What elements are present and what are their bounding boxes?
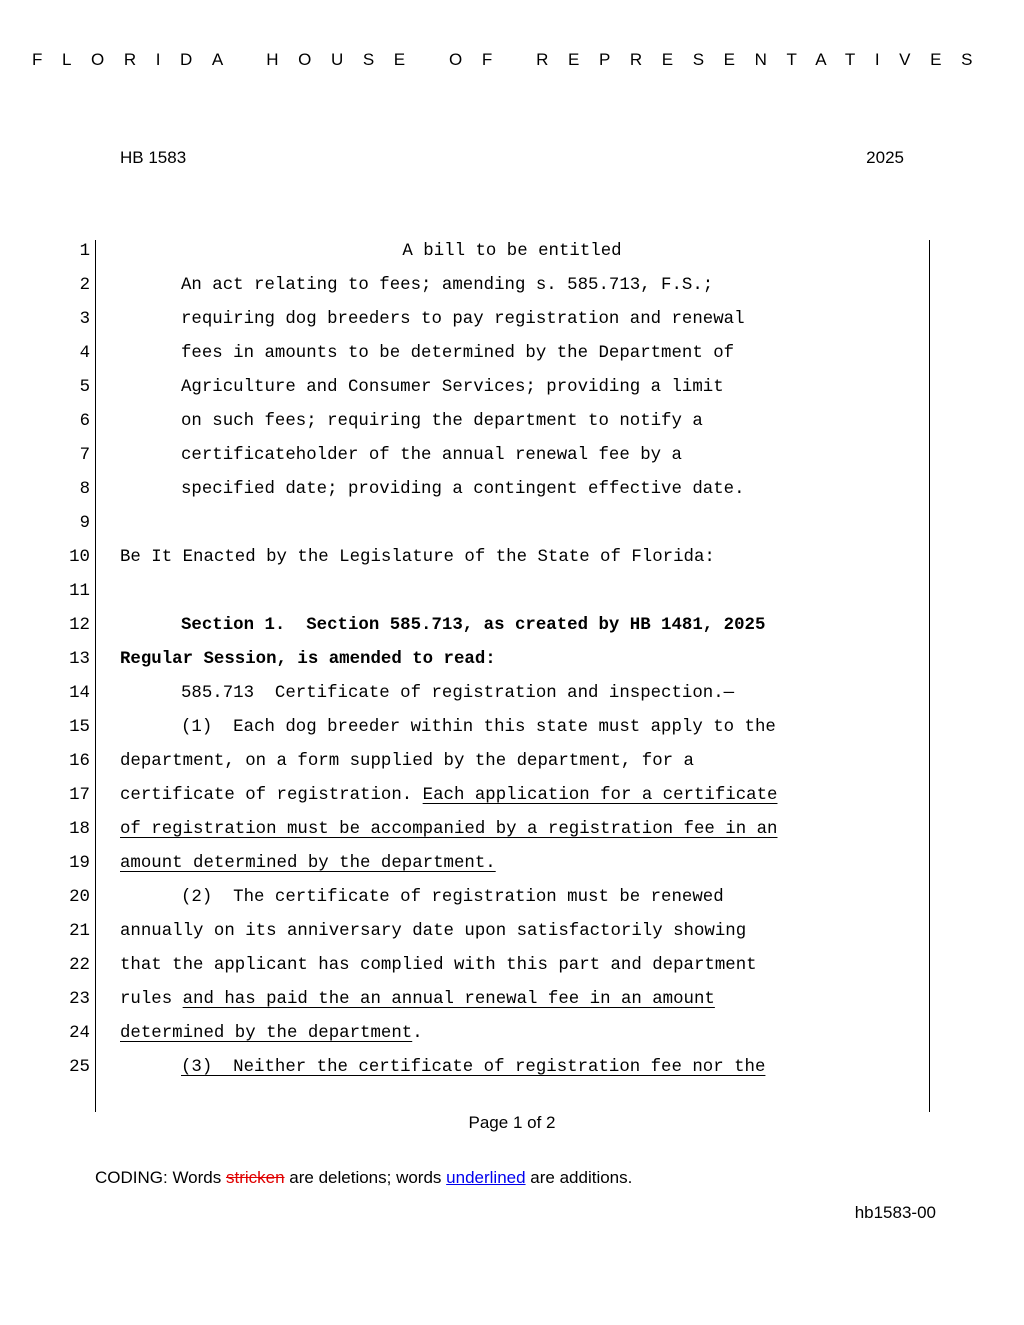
bill-line: [0, 648, 1024, 682]
bill-line: [0, 580, 1024, 614]
chamber-header: FLORIDA HOUSE OF REPRESENTATIVES: [31, 50, 993, 69]
line-number: 5: [79, 378, 90, 397]
text-segment: Regular Session, is amended to read:: [120, 650, 496, 669]
line-text: [120, 546, 715, 570]
line-text: [181, 716, 776, 740]
bill-line: [0, 512, 1024, 546]
line-number: 12: [69, 616, 90, 635]
bill-line: [0, 478, 1024, 512]
bill-line: [0, 410, 1024, 444]
bill-line: [0, 546, 1024, 580]
text-segment: specified date; providing a contingent effective date.: [181, 480, 745, 499]
added-text: determined by the department: [120, 1024, 413, 1043]
bill-line: [0, 1022, 1024, 1056]
line-number: 15: [69, 718, 90, 737]
line-number: 4: [79, 344, 90, 363]
line-number: 17: [69, 786, 90, 805]
text-segment: department, on a form supplied by the department, for a: [120, 752, 694, 771]
text-segment: .: [412, 1024, 423, 1043]
line-number: 23: [69, 990, 90, 1009]
bill-line: [0, 818, 1024, 852]
line-number: 9: [79, 514, 90, 533]
line-number: 19: [69, 854, 90, 873]
line-number: 10: [69, 548, 90, 567]
line-text: [181, 342, 734, 366]
line-number: 6: [79, 412, 90, 431]
line-text: [181, 376, 724, 400]
line-number: 24: [69, 1024, 90, 1043]
line-number: 13: [69, 650, 90, 669]
line-text: [181, 444, 682, 468]
document-id: hb1583-00: [854, 1203, 936, 1222]
line-number: 3: [79, 310, 90, 329]
added-text: and has paid the an annual renewal fee in an amount: [182, 990, 715, 1009]
coding-legend: [95, 1168, 632, 1188]
line-text: [181, 478, 745, 502]
added-text: amount determined by the department.: [120, 854, 496, 873]
text-segment: annually on its anniversary date upon satisfactorily showing: [120, 922, 747, 941]
line-number: 8: [79, 480, 90, 499]
bill-line: [0, 716, 1024, 750]
line-text: [181, 886, 724, 910]
bill-line: [0, 784, 1024, 818]
bill-line: [0, 954, 1024, 988]
text-segment: that the applicant has complied with this part and department: [120, 956, 757, 975]
line-text: [120, 920, 746, 944]
line-text: [120, 1022, 423, 1046]
coding-suffix: are additions.: [525, 1168, 633, 1187]
bill-number: HB 1583: [120, 148, 187, 167]
text-segment: 585.713 Certificate of registration and inspection.—: [181, 684, 735, 703]
text-segment: certificateholder of the annual renewal fee by a: [181, 446, 682, 465]
line-text: [120, 750, 694, 774]
bill-line: [0, 614, 1024, 648]
added-text: (3) Neither the certificate of registration fee nor the: [181, 1058, 766, 1077]
line-number: 1: [79, 242, 90, 261]
text-segment: fees in amounts to be determined by the Department of: [181, 344, 735, 363]
line-text: [120, 784, 777, 808]
coding-prefix: CODING: Words: [95, 1168, 226, 1187]
bill-line: [0, 240, 1024, 274]
line-number: 18: [69, 820, 90, 839]
bill-line: [0, 750, 1024, 784]
text-segment: (2) The certificate of registration must be renewed: [181, 888, 724, 907]
bill-line: [0, 342, 1024, 376]
line-text: [181, 274, 713, 298]
line-text: [181, 410, 703, 434]
line-text: [181, 614, 765, 638]
line-number: 14: [69, 684, 90, 703]
coding-underlined-example: underlined: [446, 1168, 526, 1187]
line-text: [181, 308, 745, 332]
line-number: 11: [69, 582, 90, 601]
bill-line: [0, 1056, 1024, 1090]
line-number: 16: [69, 752, 90, 771]
text-segment: (1) Each dog breeder within this state must apply to the: [181, 718, 776, 737]
line-text: [120, 240, 904, 264]
text-segment: requiring dog breeders to pay registration and renewal: [181, 310, 745, 329]
bill-line: [0, 376, 1024, 410]
line-number: 20: [69, 888, 90, 907]
added-text: of registration must be accompanied by a registration fee in an: [120, 820, 778, 839]
line-text: [120, 988, 715, 1012]
text-segment: on such fees; requiring the department to notify a: [181, 412, 703, 431]
bill-line: [0, 682, 1024, 716]
line-text: [181, 682, 734, 706]
page-number: Page 1 of 2: [468, 1113, 556, 1132]
line-text: [181, 1056, 765, 1080]
bill-text-body: [0, 240, 1024, 1090]
text-segment: Agriculture and Consumer Services; providing a limit: [181, 378, 724, 397]
line-number: 7: [79, 446, 90, 465]
line-text: [120, 954, 757, 978]
text-segment: A bill to be entitled: [402, 242, 622, 261]
bill-line: [0, 274, 1024, 308]
text-segment: rules: [120, 990, 183, 1009]
bill-line: [0, 886, 1024, 920]
line-number: 2: [79, 276, 90, 295]
text-segment: certificate of registration.: [120, 786, 423, 805]
bill-line: [0, 988, 1024, 1022]
bill-line: [0, 852, 1024, 886]
line-number: 22: [69, 956, 90, 975]
coding-middle: are deletions; words: [284, 1168, 447, 1187]
bill-line: [0, 444, 1024, 478]
line-number: 25: [69, 1058, 90, 1077]
text-segment: Be It Enacted by the Legislature of the State of Florida:: [120, 548, 715, 567]
line-text: [120, 648, 496, 672]
bill-year: 2025: [866, 148, 904, 167]
coding-stricken-example: stricken: [225, 1168, 285, 1187]
text-segment: An act relating to fees; amending s. 585.713, F.S.;: [181, 276, 714, 295]
line-text: [120, 818, 777, 842]
text-segment: Section 1. Section 585.713, as created by HB 1481, 2025: [181, 616, 766, 635]
line-text: [120, 852, 496, 876]
added-text: Each application for a certificate: [422, 786, 778, 805]
bill-line: [0, 920, 1024, 954]
bill-line: [0, 308, 1024, 342]
line-number: 21: [69, 922, 90, 941]
